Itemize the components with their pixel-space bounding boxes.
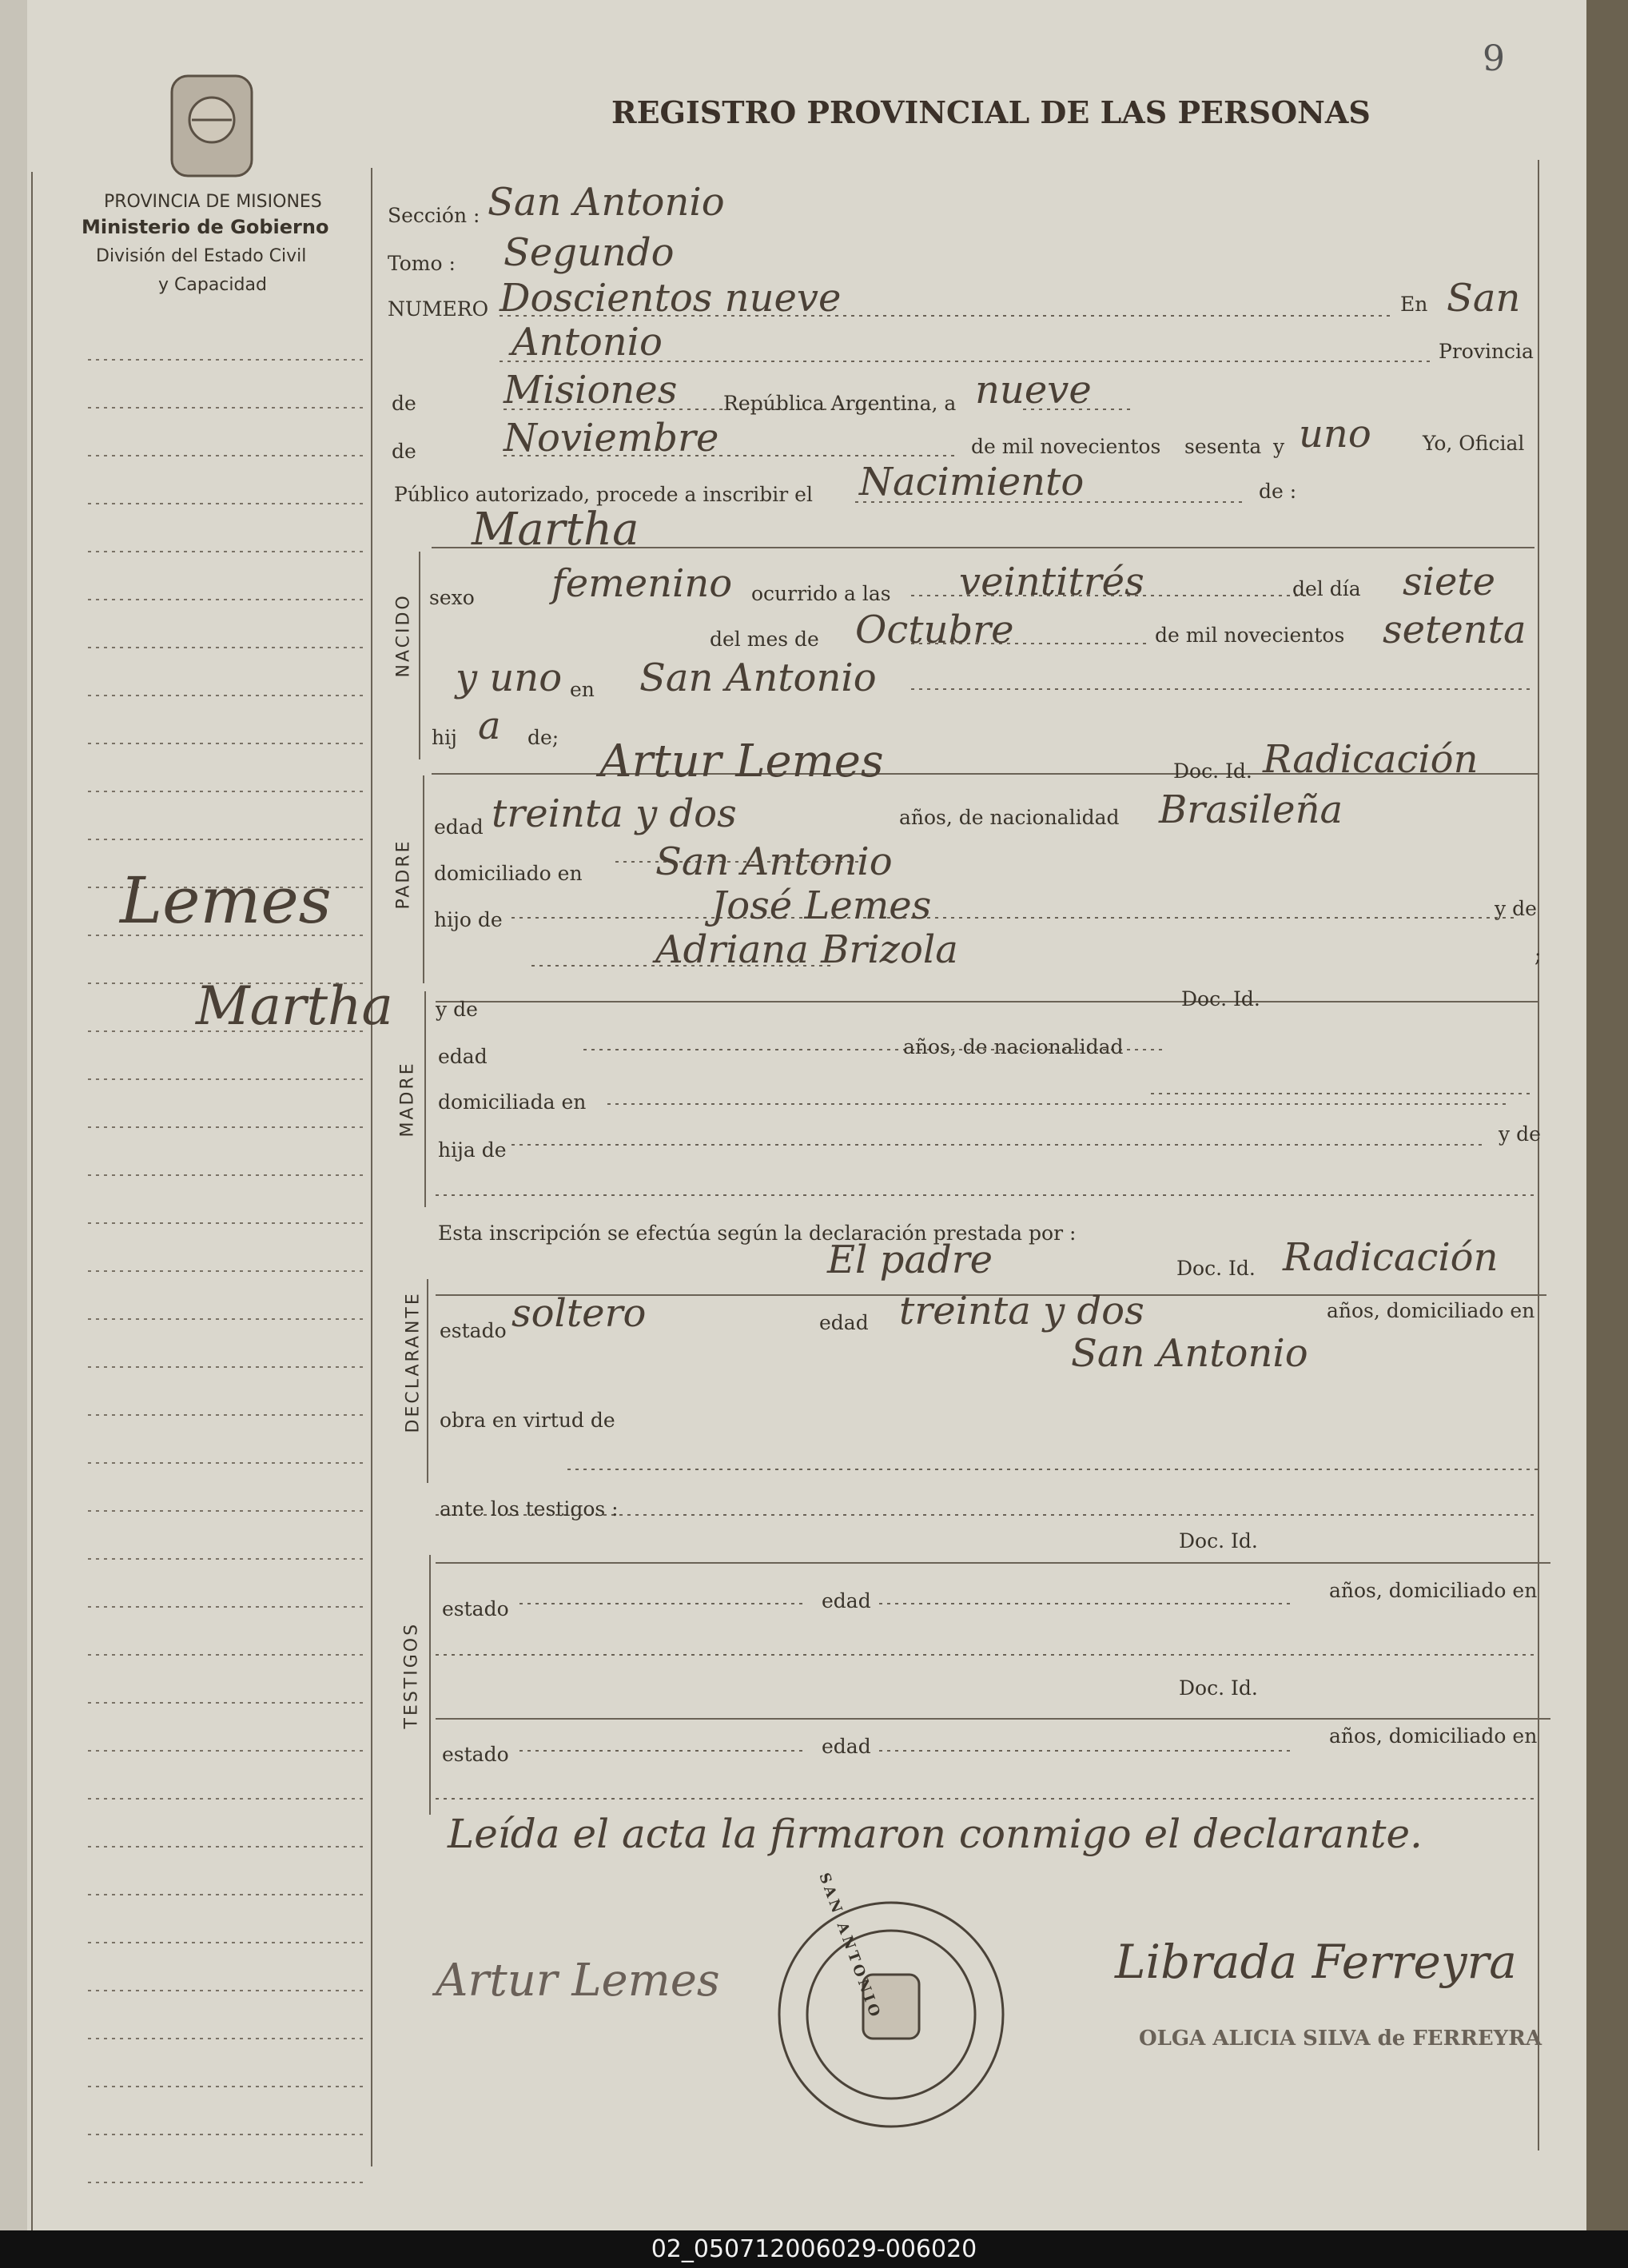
hij-label: hij: [432, 726, 457, 749]
padre-y-de-label: y de: [1495, 897, 1537, 920]
testigo1-estado-label: estado: [442, 1597, 509, 1620]
mil-label: de mil novecientos: [1155, 624, 1345, 647]
declarante-edad-label: edad: [819, 1311, 869, 1334]
testigo2-edad-label: edad: [822, 1735, 871, 1758]
declarante-nombre: El padre: [827, 1238, 993, 1282]
madre-hija-label: hija de: [438, 1138, 507, 1162]
provincia-label: Provincia: [1439, 340, 1534, 363]
de-label-nacido: de;: [527, 726, 559, 749]
declarante-obra-label: obra en virtud de: [440, 1409, 615, 1432]
lugar-value: San Antonio: [639, 656, 877, 700]
testigo1-anios-label: años, domiciliado en: [1329, 1579, 1538, 1602]
testigo1-edad-label: edad: [822, 1589, 871, 1612]
ocurrido-label: ocurrido a las: [751, 582, 891, 605]
de-colon: de :: [1259, 480, 1297, 503]
margin-given-name: Martha: [196, 975, 393, 1037]
y-text: y: [1273, 435, 1285, 458]
testigo2-anios-label: años, domiciliado en: [1329, 1724, 1538, 1748]
margin-rules: [88, 360, 364, 2182]
section-label-testigos: TESTIGOS: [401, 1621, 422, 1729]
agency-line1: PROVINCIA DE MISIONES: [104, 192, 322, 212]
seccion-value: San Antonio: [488, 180, 725, 225]
testigo1-doc-label: Doc. Id.: [1179, 1529, 1258, 1553]
anio-value-nacido: setenta: [1383, 608, 1526, 652]
padre-nombre: Artur Lemes: [599, 735, 884, 787]
sexo-value: femenino: [551, 561, 733, 606]
page-number: 9: [1483, 38, 1505, 79]
mes-value-nacido: Octubre: [855, 608, 1014, 652]
padre-nac-value: Brasileña: [1159, 787, 1343, 832]
en-value-cont: Antonio: [511, 320, 663, 365]
seccion-label: Sección :: [388, 204, 480, 227]
declarante-anios-label: años, domiciliado en: [1327, 1299, 1535, 1322]
padre-edad-value: treinta y dos: [492, 791, 737, 836]
de-label-2: de: [392, 440, 416, 463]
signature-oficial: Librada Ferreyra: [1115, 1935, 1517, 1989]
mes-value: Noviembre: [504, 416, 719, 460]
del-dia-label: del día: [1292, 577, 1361, 600]
declarante-estado-label: estado: [440, 1319, 507, 1342]
official-seal: [779, 1903, 1003, 2126]
madre-y-de-label: y de: [436, 998, 478, 1021]
sexo-label: sexo: [429, 586, 475, 609]
hij-value: a: [478, 704, 501, 748]
declarante-estado-value: soltero: [511, 1291, 647, 1336]
tomo-label: Tomo :: [388, 252, 456, 275]
del-mes-label: del mes de: [710, 628, 819, 651]
agency-line4: y Capacidad: [158, 275, 267, 295]
padre-dom-value: San Antonio: [655, 839, 893, 884]
padre-hijo-label: hijo de: [434, 908, 503, 931]
provincia-value: Misiones: [504, 368, 678, 413]
padre-nac-label: años, de nacionalidad: [899, 806, 1120, 829]
section-label-padre: PADRE: [393, 839, 414, 910]
section-label-nacido: NACIDO: [393, 593, 414, 678]
anio-value: uno: [1299, 412, 1371, 456]
page-title: REGISTRO PROVINCIAL DE LAS PERSONAS: [611, 94, 1371, 130]
signature-declarante: Artur Lemes: [436, 1955, 720, 2007]
section-label-declarante: DECLARANTE: [403, 1291, 424, 1433]
padre-doc-label: Doc. Id.: [1173, 759, 1252, 783]
sesenta-text: sesenta: [1184, 435, 1262, 458]
testigos-intro: ante los testigos :: [440, 1497, 619, 1521]
madre-edad-label: edad: [438, 1045, 488, 1068]
oficial-text: Yo, Oficial: [1423, 432, 1525, 455]
closing-text: Leída el acta la firmaron conmigo el declarante.: [448, 1811, 1423, 1857]
dia-value: nueve: [975, 368, 1092, 413]
numero-label: NUMERO: [388, 297, 489, 321]
province-emblem: [172, 76, 252, 176]
republica-text: República Argentina, a: [723, 392, 957, 415]
testigo2-estado-label: estado: [442, 1743, 509, 1766]
hora-value: veintitrés: [959, 560, 1144, 604]
madre-nac-label: años, de nacionalidad: [903, 1035, 1124, 1058]
en-label: En: [1400, 293, 1428, 316]
declarante-doc-label: Doc. Id.: [1176, 1257, 1256, 1280]
padre-semicolon: ;: [1534, 943, 1542, 967]
agency-line2: Ministerio de Gobierno: [82, 216, 329, 238]
nacido-nombre: Martha: [472, 504, 639, 556]
publico-text: Público autorizado, procede a inscribir el: [394, 483, 813, 506]
margin-surname: Lemes: [120, 863, 332, 938]
madre-y-de-label-2: y de: [1499, 1122, 1541, 1146]
seal-text: SAN ANTONIO: [815, 1871, 885, 2023]
declarante-edad-value: treinta y dos: [899, 1289, 1144, 1333]
declarante-intro: Esta inscripción se efectúa según la declaración prestada por :: [438, 1222, 1077, 1245]
scan-filename: 02_050712006029-006020: [0, 2230, 1628, 2268]
en-value: San: [1447, 276, 1521, 321]
madre-doc-label: Doc. Id.: [1181, 987, 1260, 1010]
padre-madre-value: Adriana Brizola: [655, 927, 958, 972]
madre-dom-label: domiciliada en: [438, 1090, 587, 1114]
padre-doc-value: Radicación: [1263, 737, 1479, 782]
declarante-doc-value: Radicación: [1283, 1235, 1499, 1280]
dia-value-nacido: siete: [1403, 560, 1496, 604]
en-label-nacido: en: [570, 678, 595, 701]
padre-edad-label: edad: [434, 815, 484, 839]
padre-hijo-value: José Lemes: [711, 883, 932, 928]
anio-text: de mil novecientos: [971, 435, 1161, 458]
section-label-madre: MADRE: [397, 1061, 418, 1138]
padre-dom-label: domiciliado en: [434, 862, 583, 885]
testigo2-doc-label: Doc. Id.: [1179, 1676, 1258, 1700]
oficial-name-stamp: OLGA ALICIA SILVA de FERREYRA: [1139, 2027, 1542, 2051]
agency-line3: División del Estado Civil: [96, 246, 307, 266]
tomo-value: Segundo: [504, 230, 675, 275]
numero-value: Doscientos nueve: [500, 276, 842, 321]
de-label: de: [392, 392, 416, 415]
declarante-dom-value: San Antonio: [1071, 1331, 1308, 1376]
acto-value: Nacimiento: [859, 460, 1085, 504]
anio-value-nacido-2: y uno: [456, 656, 563, 700]
